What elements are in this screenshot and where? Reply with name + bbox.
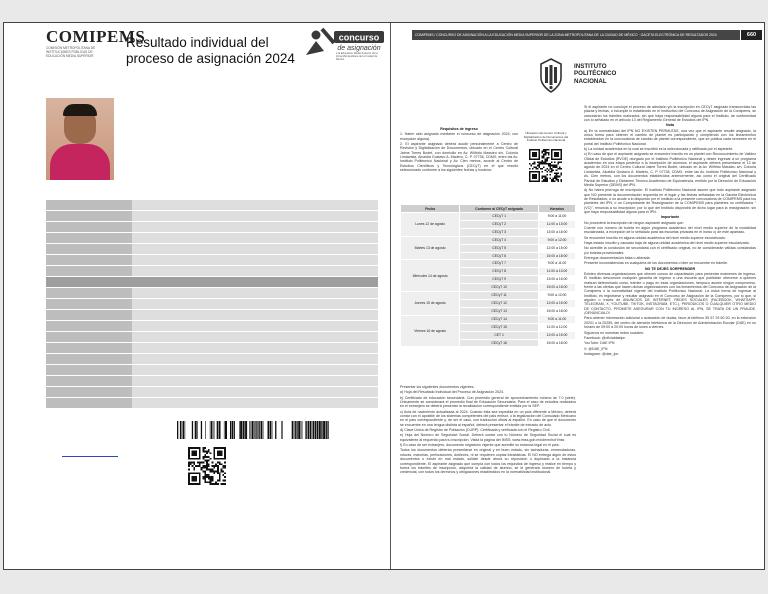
document-d: d) Clave Única de Registro de Población (CURP). Certificada y verificada con el Registro Civil. [400,428,551,433]
schedule-hours: 13:00 a 15:00 [539,276,576,284]
schedule-table [400,204,576,347]
table-row [401,260,576,268]
ipn-line-2: POLITÉCNICO [574,70,617,78]
ipn-name [574,63,616,85]
schedule-hours: 9:00 a 11:00 [539,260,576,268]
schedule-hours: 9:00 a 11:00 [539,213,576,221]
comipems-wordmark: COMIPEMS [46,27,146,46]
schedule-hours: 9:00 a 12:00 [539,292,576,300]
table-row [401,292,576,300]
table-row [46,376,378,386]
schedule-cecyt: CECyT 11 [460,292,539,300]
table-row [46,255,378,265]
requirements-title: Requisitos de ingreso [440,127,478,131]
social-intro: Síguenos en nuestras redes sociales: [584,330,644,335]
table-row [46,343,378,353]
concurso-logo [302,25,386,69]
important-item: Se encuentre inscrito en alguna unidad académica del nivel medio superior escolarizado. [584,235,726,240]
concurso-word: concurso [338,32,380,43]
schedule-cecyt: CET 1 [460,331,539,339]
comipems-subtitle: COMISIÓN METROPOLITANA DE INSTITUCIONES PÚBLICAS DE EDUCACIÓN MEDIA SUPERIOR [46,46,96,58]
concurso-sub-word: de asignación [337,45,381,52]
page-number: 660 [741,30,762,40]
schedule-hours: 12:00 a 15:00 [539,331,576,339]
table-row [46,299,378,309]
table-row [46,288,378,298]
document-b: b) Certificado de educación secundaria. Con promedio general de aprovechamiento mínimo de 7.0 (siete). Únicamente se considerará el promedio final de Educación Secundaria. Para el caso de estudios realizados en el extranjero se deberá presentar la revalidación correspondiente emitida por la SEP. [400,395,576,409]
concurso-caption: a la Educación Media Superior de la Zona Metropolitana de la Ciudad de México [336,52,378,61]
schedule-cecyt: CECyT 12 [460,299,539,307]
schedule-cecyt: CECyT 3 [460,228,539,236]
requirements-column [400,127,518,173]
schedule-hours: 9:00 a 12:00 [539,236,576,244]
warning-title: NO TE DEJES SORPRENDER [644,266,696,271]
schedule-cecyt: CECyT 7 [460,260,539,268]
contact-info: Para obtener información adicional o aclaración de dudas, favor al teléfono 55 57 29 60 00, en la extensión 20201 o la 20255, del centro de atención telefónica de la Dirección de Administración Escolar (DAE) en un horario de 09:00 a 20:00 horas de lunes a viernes. [584,316,756,330]
schedule-hours: 12:00 a 15:00 [539,299,576,307]
document-f: f) En caso de ser extranjero, documento migratorio vigente que acredite su estancia legal en el país. [400,443,560,448]
important-title: Importante [660,215,680,220]
schedule-cecyt: CECyT 2 [460,220,539,228]
table-row [46,387,378,397]
table-row [46,354,378,364]
table-row [46,233,378,243]
nota-b: b) La unidad académica en la cual se inscribió es la seleccionada y ratificada por el aspirante. [584,147,734,152]
schedule-hours: 11:00 a 12:00 [539,323,576,331]
nota-d: d) No habrá prórroga de inscripción. El Instituto Politécnico Nacional asume que todo aspirante asignado que NO presente la documentación requerida en el lugar y las fechas señaladas en la Gaceta Electrónica de Resultados; o no acude a lo dispuesto por el Instituto a la presente convocatoria de COMIPEMS para los planteles del IPN, o un Comprobante de Reasignación de la COMIPEMS para planteles no certificados "(VC)", renuncia a su inscripción; por lo que del Instituto dispondrá de dicho lugar para la reasignación; sin que haya responsabilidad alguna para el IPN. [584,188,756,214]
table-row [46,398,378,408]
qr-code-right [529,149,562,182]
table-row [46,277,378,287]
schedule-cecyt: CECyT 1 [460,213,539,221]
schedule-cecyt: CECyT 10 [460,284,539,292]
table-row [46,222,378,232]
nota-c: c) En caso de que el aspirante asignado se encuentre inscrito en un plantel con Reconocimiento de Validez Oficial de Estudios (RVOE) otorgado por el Instituto Politécnico Nacional y desee ingresar a un programa académico en una etapa posterior a la inscripción de alumnos, el aspirante deberá presentarse el 13 de agosto de 2024 en el Centro Cultural Jaime Torres Bodet, ubicado en la Av. Wilfrido Massieu s/n, Colonia Lindavista, Alcaldía Gustavo A. Madero, C. P. 07738, CDMX, entre las Av. Instituto Politécnico Nacional y Av. Cien metros, con los documentos establecidos anteriormente, así como el original del Certificado Parcial de Estudios y Dictamen Técnico Académico de Equivalencia, emitido por la Dirección de Educación Media Superior (DEMS) del IPN. [584,152,756,187]
schedule-cecyt: CECyT 16 [460,339,539,347]
applicant-photo [46,98,114,180]
schedule-hours: 11:00 a 13:00 [539,268,576,276]
qr-code-left [188,447,226,485]
schedule-cecyt: CECyT 8 [460,268,539,276]
comipems-logo [46,27,146,58]
qr-caption: Ubicación del Centro Cultural y Digitalización de Documentos del Instituto Politécnico Nacional [523,131,569,142]
document-e: e) Hoja del Número de Seguridad Social. Deberá contar con tu Número de Seguridad Social el cual es equivalente al requerido para tu inscripción. Visita la página del IMSS: www.imss.gob.mx/derechoH/nss [400,433,576,442]
schedule-hours: 9:00 a 11:00 [539,315,576,323]
schedule-cecyt: CECyT 6 [460,252,539,260]
barcode [177,421,329,439]
table-row [46,244,378,254]
result-title: Resultado individual del proceso de asignación 2024 [126,35,295,66]
important-item: Entregue documentación falsa o alterada. [584,256,651,260]
schedule-hours: 15:00 a 18:00 [539,339,576,347]
important-item: Haya estado inscrito y causado baja de alguna unidad académica del nivel medio superior escolarizado. [584,240,750,245]
ipn-logo [537,58,565,94]
table-row [46,321,378,331]
requirement-2: 2. El aspirante asignado deberá acudir personalmente a Centro de Revisión y Digitalización de Documentos, ubicado en el Centro Cultural Jaime Torres Bodet, con domicilio en Av. Wilfrido Massieu s/n, Colonia Lindavista, Alcaldía Gustavo A. Madero, C. P. 07738, CDMX, entre las Av. Instituto Politécnico Nacional y Av. Cien metros, acorde al Centro de Estudios Científicos y Tecnológicos (CECyT) en el que resultó seleccionado conforme a los siguientes fechas y horarios: [400,142,518,173]
document-c: c) Acta de nacimiento actualizada al 2024. Cuando ésta sea expedida en un país diferente a México, deberá contar con el apostille de los sistemas competentes del país emisor, o la legalización del Consulado Mexicano en el país correspondiente y, de ser el caso, con traducción oficial al español. En caso de que el documento se encuentre en una lengua distinta al español, deberá presentar el trámite de extracto de acto. [400,409,576,427]
documents-column [400,385,576,476]
document-sheet [3,22,765,570]
important-item: No acredite la conclusión de secundaria con el certificado original, no se considerarán válidas constancias y/o boletas provisionales. [584,246,756,255]
page-divider [390,23,391,569]
table-row [46,310,378,320]
schedule-day: Viernes 16 de agosto [401,315,460,347]
schedule-cecyt: CECyT 5 [460,244,539,252]
hyperlink-underline[interactable] [62,456,118,457]
schedule-hours: 13:00 a 16:00 [539,228,576,236]
schedule-day: Miércoles 14 de agosto [401,260,460,292]
table-row [46,365,378,375]
social-item: X: @DAE_IPN [584,346,608,351]
table-row [46,332,378,342]
schedule-hours: 15:00 a 18:00 [539,307,576,315]
schedule-header-date: Fecha [401,205,460,213]
social-item: Facebook: @oficialdaeipn [584,335,626,340]
ipn-line-1: INSTITUTO [574,63,607,70]
cancel-paragraph: Si el aspirante no concluye el proceso de admisión y/o la inscripción en CECyT asignado transcurridas las plazas y fechas, o incumple lo establecido en el Instructivo del Concurso de Asignación de la Comipems, se cancelarán los trámites realizados, sin que haya responsabilidad alguna para el Instituto, de conformidad con lo señalado en el artículo 13 del Reglamento General de Estudios del IPN. [584,105,756,123]
important-item: Cuente con número de boleta en algún programa académico del nivel medio superior de la modalidad escolarizada, a excepción de lo señalado para las escuelas privadas en el inciso c) de este apartado. [584,225,756,235]
schedule-cecyt: CECyT 9 [460,276,539,284]
schedule-day: Martes 13 de agosto [401,236,460,260]
documents-intro: Presentar los siguientes documentos vigentes: [400,385,475,389]
schedule-header-cecyt: Conforme al CECyT asignado [460,205,539,213]
documents-closing: Todos los documentos deberán presentarse en original y en buen estado, sin tachaduras, enmendaduras, roturas, manchas, perforaciones, dobleces, ni se requieren copias fotostáticas. El NO entrega algún de estos documentos o existir en mal estado, solicite desde ahora su reposición o duplicado a la instancia correspondiente. El aspirante asignado que cumpla con todos los requisitos de ingreso y realice en tiempo y forma los trámites de inscripción, adquirirá la calidad de alumno, se le generará número de boleta y credencial, con todos los derechos y obligaciones establecidos en la normatividad institucional. [400,448,576,475]
table-row [401,213,576,221]
schedule-cecyt: CECyT 14 [460,315,539,323]
schedule-day: Lunes 12 de agosto [401,213,460,237]
schedule-header-hours: Horarios [539,205,576,213]
document-a: a) Hoja del Resultado Individual del Proceso de Asignación 2024. [400,390,505,395]
schedule-hours: 15:00 a 18:00 [539,252,576,260]
nota-title: Nota [666,123,674,128]
table-row [46,211,378,221]
result-fields-table [46,200,378,409]
table-row [46,200,378,210]
important-intro: No procederá la inscripción de ningún aspirante asignado que: [584,220,684,225]
nota-a: a) En la normatividad del IPN NO EXISTEN PERMUTAS, una vez que el aspirante resulte asignado, la única forma para obtener el cambio de plantel es participando y cumpliendo con los lineamientos establecidos en la convocatoria de cambio de plantel correspondiente, que se publica cada semestre en el portal del Instituto Politécnico Nacional. [584,128,756,146]
table-row [401,236,576,244]
social-item: YouTube: DAE IPN [584,341,615,346]
important-item: Presente inconsistencias en cualquiera de los documentos o bien se encuentre en trámite. [584,261,729,266]
warning-body: Existen diversas organizaciones que ofrecen cursos de capacitación para presentar exámenes de ingreso. El Instituto desconoce cualquier garantía de ingreso a una escuela que publicitan ofrecerse a quienes realizan determinado curso, trámite o pago en esas organizaciones, tampoco asume ningún compromiso, frente a las ofertas que hacen dichas organizaciones con los lineamientos del Concurso de Asignación de la Comipems o la normatividad vigente del Instituto Politécnico Nacional. La única forma de ingresar al Instituto, es registrarse y resultar asignado en el Concurso de Asignación de la Comipems, por lo que, si alguien o través de ANUNCIOS DE INTERNET, REDES SOCIALES (FACEBOOK, WHATSAPP, TELEGRAM, X, YOUTUBE, TIKTOK, INSTAGRAM, ETC.), PERIÓDICOS O CUALQUIER OTRO MEDIO DE CONTACTO, PROMETE ASEGURAR CON TU INGRESO AL IPN, SE TRATA DE UN FRAUDE. ¡DENÚNCIALO! [584,272,757,316]
ipn-line-3: NACIONAL [574,77,607,85]
notes-column [584,105,756,357]
social-item: Instagram: @dae_ipn [584,351,619,356]
table-row [401,315,576,323]
schedule-cecyt: CECyT 15 [460,323,539,331]
schedule-hours: 11:00 a 13:00 [539,220,576,228]
schedule-day: Jueves 15 de agosto [401,292,460,316]
schedule-hours: 15:00 a 18:00 [539,284,576,292]
requirement-1: 1. Haber sido asignado mediante el concurso de asignación 2024, con excepción alguna). [400,132,518,141]
gazette-header-strip: COMIPEMS / CONCURSO DE ASIGNACIÓN A LA EDUCACIÓN MEDIA SUPERIOR DE LA ZONA METROPOLITANA DE LA CIUDAD DE MÉXICO · GACETA ELECTRÓNICA DE RESULTADOS 2024 [412,30,740,40]
schedule-cecyt: CECyT 4 [460,236,539,244]
schedule-cecyt: CECyT 13 [460,307,539,315]
table-row [46,266,378,276]
schedule-hours: 12:00 a 15:00 [539,244,576,252]
